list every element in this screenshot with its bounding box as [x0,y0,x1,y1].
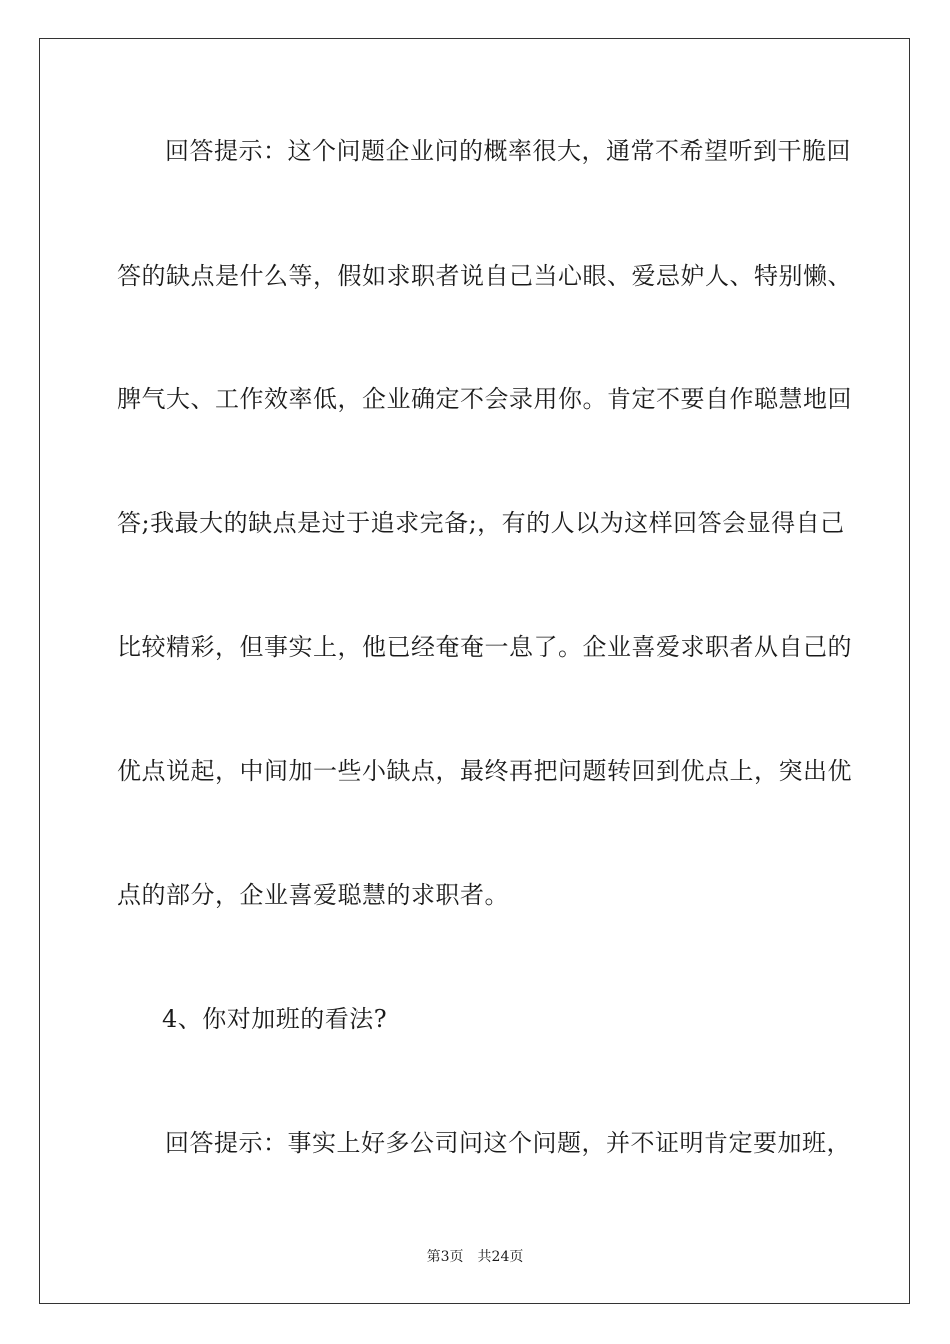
page-total: 共24页 [477,1249,524,1265]
question-heading: 4、你对加班的看法? [162,1005,388,1033]
paragraph-line: 回答提示：事实上好多公司问这个问题，并不证明肯定要加班， [165,1129,851,1157]
page-border [39,38,910,1304]
page-number: 第3页 [426,1249,464,1265]
page-footer [0,1246,950,1266]
paragraph-line: 优点说起，中间加一些小缺点，最终再把问题转回到优点上，突出优 [117,757,852,785]
paragraph-line: 比较精彩，但事实上，他已经奄奄一息了。企业喜爱求职者从自己的 [117,633,852,661]
paragraph-line: 答;我最大的缺点是过于追求完备;，有的人以为这样回答会显得自己 [117,509,845,537]
paragraph-line: 答的缺点是什么等，假如求职者说自己当心眼、爱忌妒人、特别懒、 [117,262,852,290]
paragraph-line: 脾气大、工作效率低，企业确定不会录用你。肯定不要自作聪慧地回 [117,385,852,413]
paragraph-line: 点的部分，企业喜爱聪慧的求职者。 [117,881,509,909]
paragraph-line: 回答提示：这个问题企业问的概率很大，通常不希望听到干脆回 [165,137,851,165]
